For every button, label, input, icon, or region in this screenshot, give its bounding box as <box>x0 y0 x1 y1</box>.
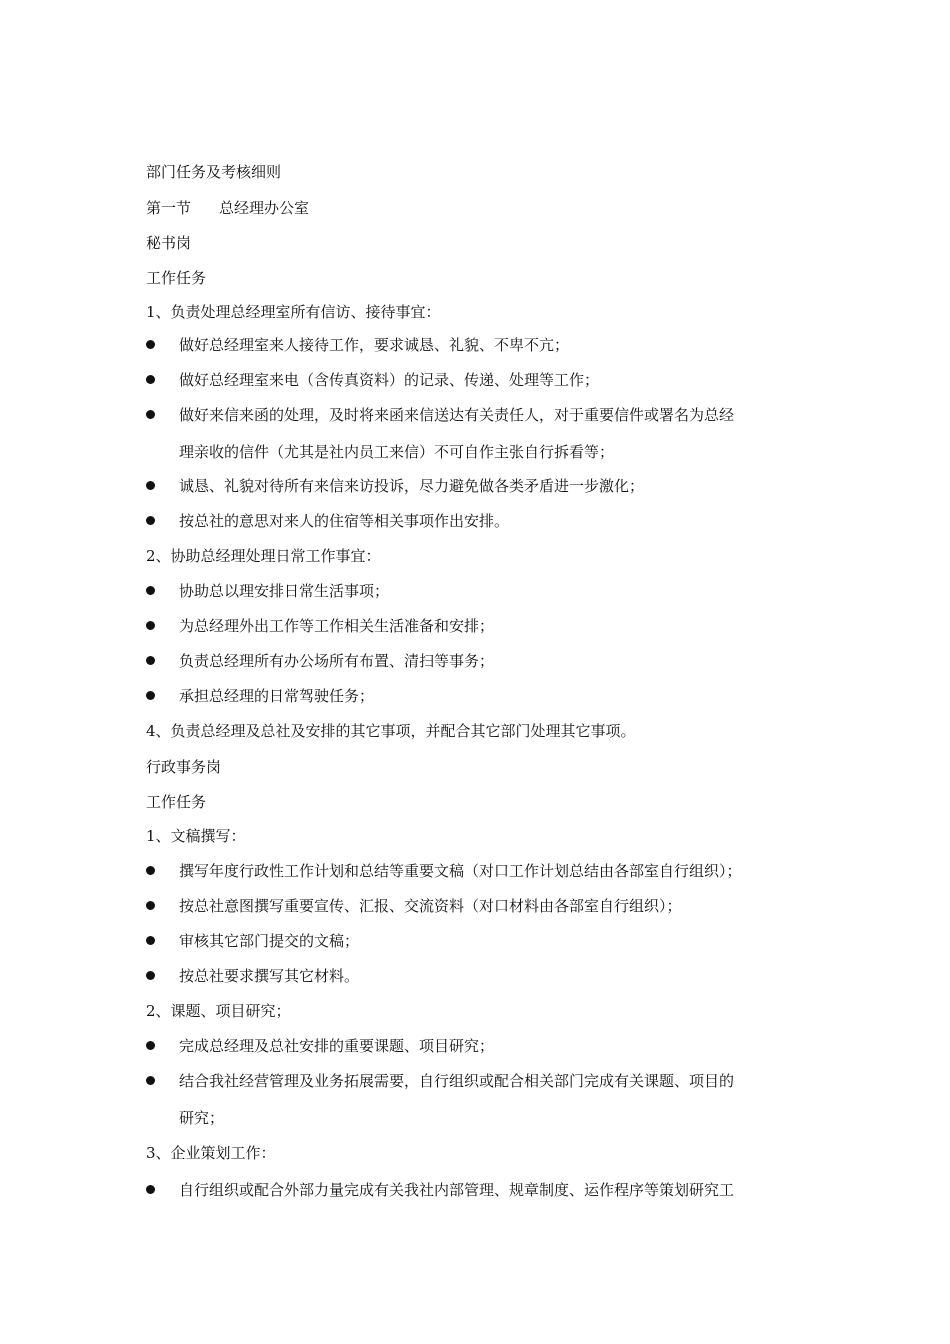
post-heading-secretary: 秘书岗 <box>146 234 192 252</box>
post-heading-admin: 行政事务岗 <box>146 758 222 776</box>
bullet-item: 负责总经理所有办公场所有布置、清扫等事务； <box>179 652 495 670</box>
bullet-item: 按总社意图撰写重要宣传、汇报、交流资料（对口材料由各部室自行组织）； <box>179 897 682 915</box>
bullet-icon <box>146 1041 155 1050</box>
bullet-item: 为总经理外出工作等工作相关生活准备和安排； <box>179 617 495 635</box>
bullet-item: 做好来信来函的处理，及时将来函来信送达有关责任人，对于重要信件或署名为总经 <box>179 406 735 424</box>
bullet-item: 诚恳、礼貌对待所有来信来访投诉，尽力避免做各类矛盾进一步激化； <box>179 477 645 495</box>
numbered-item: 3、企业策划工作： <box>146 1144 276 1162</box>
bullet-icon <box>146 410 155 419</box>
bullet-item-continuation: 研究； <box>179 1109 225 1127</box>
section-heading <box>146 198 309 218</box>
bullet-item: 按总社要求撰写其它材料。 <box>179 967 360 985</box>
bullet-icon <box>146 340 155 349</box>
bullet-item: 自行组织或配合外部力量完成有关我社内部管理、规章制度、运作程序等策划研究工 <box>179 1181 735 1199</box>
bullet-item: 承担总经理的日常驾驶任务； <box>179 687 375 705</box>
bullet-icon <box>146 866 155 875</box>
bullet-item: 结合我社经营管理及业务拓展需要，自行组织或配合相关部门完成有关课题、项目的 <box>179 1072 735 1090</box>
bullet-icon <box>146 375 155 384</box>
numbered-item: 2、协助总经理处理日常工作事宜： <box>146 547 381 565</box>
bullet-icon <box>146 481 155 490</box>
bullet-item: 做好总经理室来电（含传真资料）的记录、传递、处理等工作； <box>179 371 600 389</box>
bullet-icon <box>146 971 155 980</box>
section-number: 第一节 <box>146 199 192 217</box>
bullet-icon <box>146 901 155 910</box>
numbered-item: 2、课题、项目研究； <box>146 1002 291 1020</box>
bullet-item: 撰写年度行政性工作计划和总结等重要文稿（对口工作计划总结由各部室自行组织）； <box>179 862 742 880</box>
bullet-icon <box>146 656 155 665</box>
numbered-item: 4、负责总经理及总社及安排的其它事项，并配合其它部门处理其它事项。 <box>146 722 636 740</box>
bullet-icon <box>146 1076 155 1085</box>
task-heading: 工作任务 <box>146 793 207 811</box>
bullet-item: 审核其它部门提交的文稿； <box>179 932 360 950</box>
bullet-icon <box>146 691 155 700</box>
numbered-item: 1、文稿撰写： <box>146 827 246 845</box>
task-heading: 工作任务 <box>146 269 207 287</box>
document-title: 部门任务及考核细则 <box>146 163 282 181</box>
bullet-icon <box>146 936 155 945</box>
bullet-icon <box>146 516 155 525</box>
bullet-icon <box>146 621 155 630</box>
bullet-item: 做好总经理室来人接待工作，要求诚恳、礼貌、不卑不亢； <box>179 336 570 354</box>
bullet-item: 完成总经理及总社安排的重要课题、项目研究； <box>179 1037 495 1055</box>
bullet-icon <box>146 586 155 595</box>
bullet-item: 协助总以理安排日常生活事项； <box>179 582 390 600</box>
bullet-item: 按总社的意思对来人的住宿等相关事项作出安排。 <box>179 512 510 530</box>
bullet-icon <box>146 1185 155 1194</box>
section-name: 总经理办公室 <box>219 199 310 217</box>
numbered-item: 1、负责处理总经理室所有信访、接待事宜： <box>146 303 441 321</box>
bullet-item-continuation: 理亲收的信件（尤其是社内员工来信）不可自作主张自行拆看等； <box>179 443 615 461</box>
